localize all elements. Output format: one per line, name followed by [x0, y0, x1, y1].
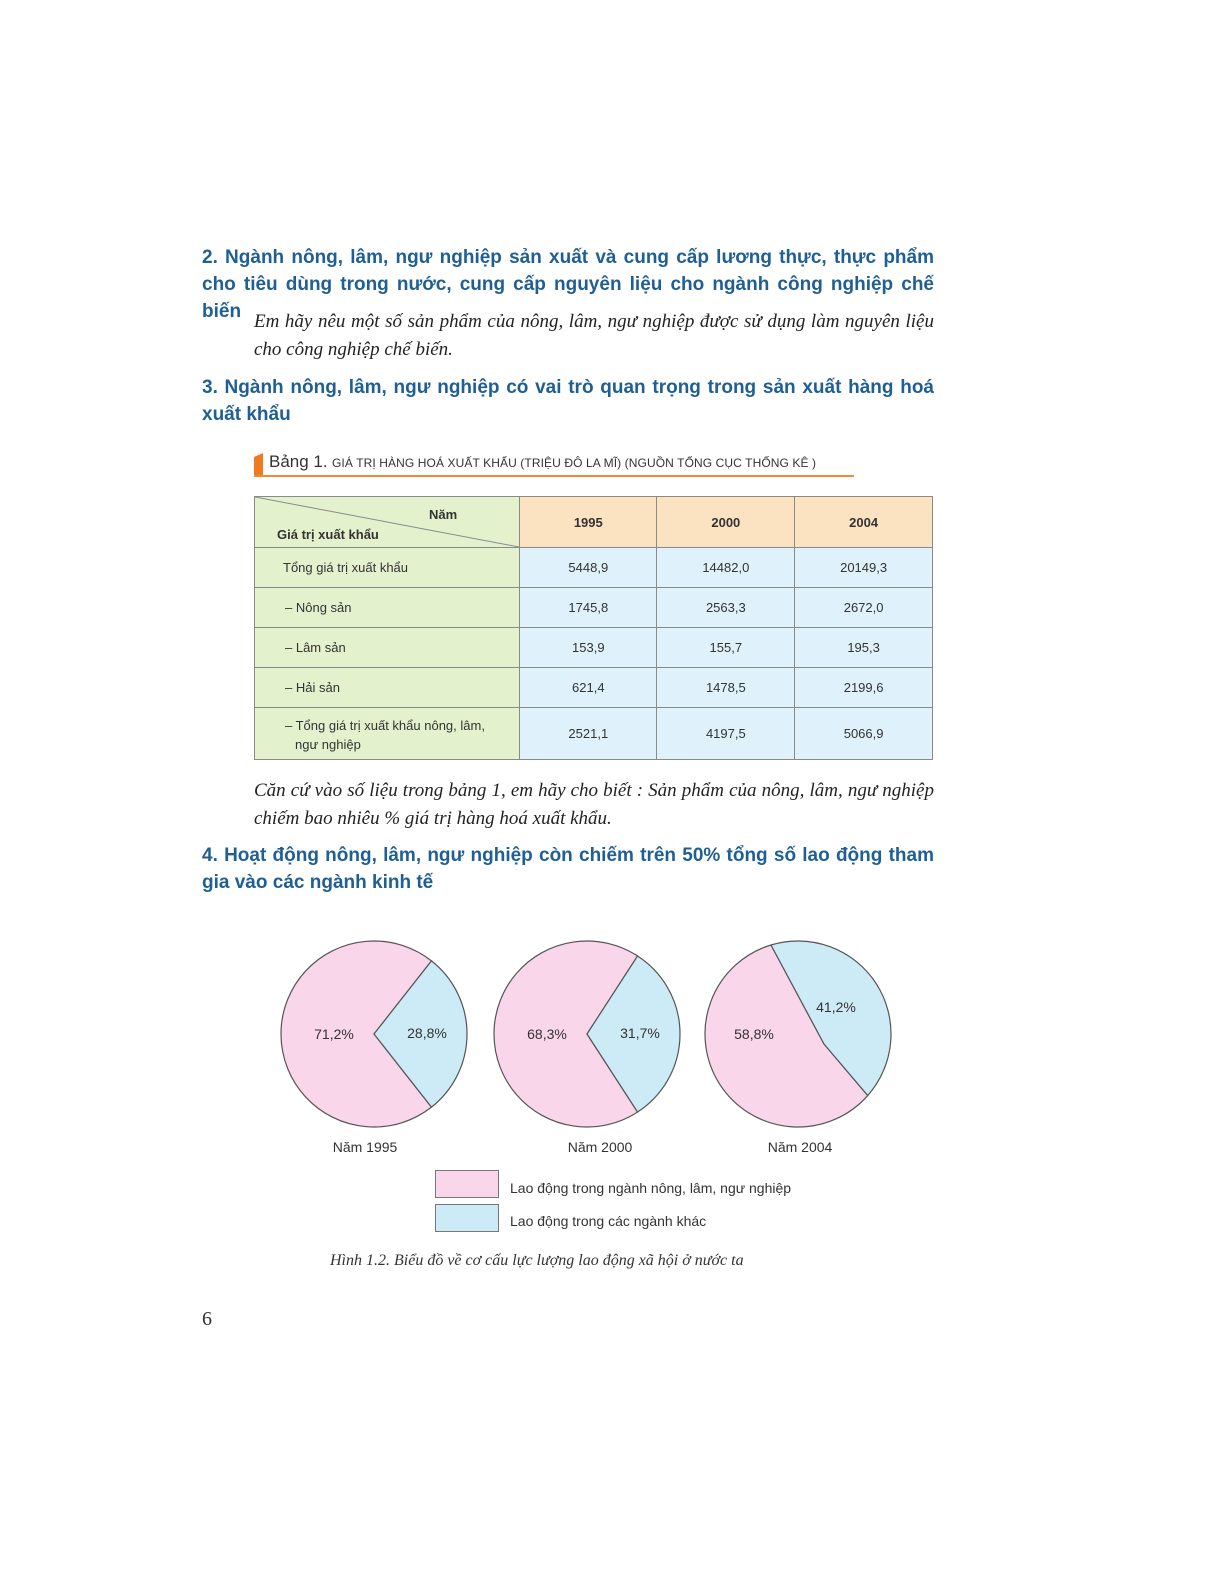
row-label-line: – Tổng giá trị xuất khẩu nông, lâm,: [285, 717, 485, 733]
cell-value: 1745,8: [520, 588, 657, 628]
year-header: 2004: [795, 497, 933, 548]
section-4-heading: 4. Hoạt động nông, lâm, ngư nghiệp còn chiếm trên 50% tổng số lao động tham gia vào các ngành kinh tế: [202, 845, 934, 893]
export-value-table: [254, 496, 933, 760]
legend-label-agriculture: Lao động trong ngành nông, lâm, ngư nghiệp: [510, 1180, 792, 1196]
cell-value: 4197,5: [657, 708, 795, 760]
page-number: 6: [202, 1308, 212, 1330]
row-label: Tổng giá trị xuất khẩu: [255, 548, 520, 588]
cell-value: 153,9: [520, 628, 657, 668]
pie-caption-2004: Năm 2004: [767, 1139, 833, 1155]
cell-value: 195,3: [795, 628, 933, 668]
pie-caption-1995: Năm 1995: [332, 1139, 398, 1155]
table-row: [255, 628, 933, 668]
row-label-line: ngư nghiệp: [295, 736, 361, 752]
row-label: – Nông sản: [255, 588, 520, 628]
legend-swatch-other: [435, 1204, 499, 1232]
table-row: [255, 588, 933, 628]
pie-label-agriculture-1995: 71,2%: [314, 1026, 354, 1042]
cell-value: 1478,5: [657, 668, 795, 708]
section-2-heading: 2. Ngành nông, lâm, ngư nghiệp sản xuất và cung cấp lương thực, thực phẩm cho tiêu dùng trong nước, cung cấp nguyên liệu cho ngành công nghiệp chế biến: [202, 247, 934, 322]
table-row: [255, 668, 933, 708]
year-header: 1995: [520, 497, 657, 548]
cell-value: 621,4: [520, 668, 657, 708]
legend-swatch-agriculture: [435, 1170, 499, 1198]
table-caption-label: Bảng 1.: [269, 452, 328, 471]
section-3-heading: 3. Ngành nông, lâm, ngư nghiệp có vai trò quan trọng trong sản xuất hàng hoá xuất khẩu: [202, 377, 934, 425]
table-caption: [254, 451, 854, 477]
legend-label-other: Lao động trong các ngành khác: [510, 1213, 707, 1229]
row-label: [255, 708, 520, 760]
figure-caption: Hình 1.2. Biểu đồ về cơ cấu lực lượng lao động xã hội ở nước ta: [330, 1252, 744, 1269]
table-row: [255, 548, 933, 588]
row-label: – Lâm sản: [255, 628, 520, 668]
pie-label-other-2000: 31,7%: [620, 1025, 660, 1041]
table-row: [255, 708, 933, 760]
table-corner-header: [255, 497, 520, 548]
pie-caption-2000: Năm 2000: [567, 1139, 633, 1155]
table-caption-title: GIÁ TRỊ HÀNG HOÁ XUẤT KHẨU (TRIỆU ĐÔ LA MĨ) (NGUỒN TỔNG CỤC THỐNG KÊ ): [332, 456, 817, 470]
pie-label-agriculture-2004: 58,8%: [734, 1026, 774, 1042]
cell-value: 14482,0: [657, 548, 795, 588]
cell-value: 5448,9: [520, 548, 657, 588]
cell-value: 155,7: [657, 628, 795, 668]
caption-marker-icon: [254, 453, 263, 475]
cell-value: 2563,3: [657, 588, 795, 628]
pie-label-agriculture-2000: 68,3%: [527, 1026, 567, 1042]
corner-value-label: Giá trị xuất khẩu: [277, 527, 379, 542]
cell-value: 2672,0: [795, 588, 933, 628]
row-label: – Hải sản: [255, 668, 520, 708]
pie-label-other-1995: 28,8%: [407, 1025, 447, 1041]
cell-value: 2199,6: [795, 668, 933, 708]
section-2-question: Em hãy nêu một số sản phẩm của nông, lâm, ngư nghiệp được sử dụng làm nguyên liệu cho công nghiệp chế biến.: [254, 311, 934, 360]
year-header: 2000: [657, 497, 795, 548]
cell-value: 20149,3: [795, 548, 933, 588]
table-question: Căn cứ vào số liệu trong bảng 1, em hãy cho biết : Sản phẩm của nông, lâm, ngư nghiệp chiếm bao nhiêu % giá trị hàng hoá xuất khẩu.: [254, 780, 934, 829]
corner-year-label: Năm: [428, 507, 458, 522]
pie-label-other-2004: 41,2%: [816, 999, 856, 1015]
cell-value: 2521,1: [520, 708, 657, 760]
cell-value: 5066,9: [795, 708, 933, 760]
labor-pie-charts: [260, 930, 920, 1130]
